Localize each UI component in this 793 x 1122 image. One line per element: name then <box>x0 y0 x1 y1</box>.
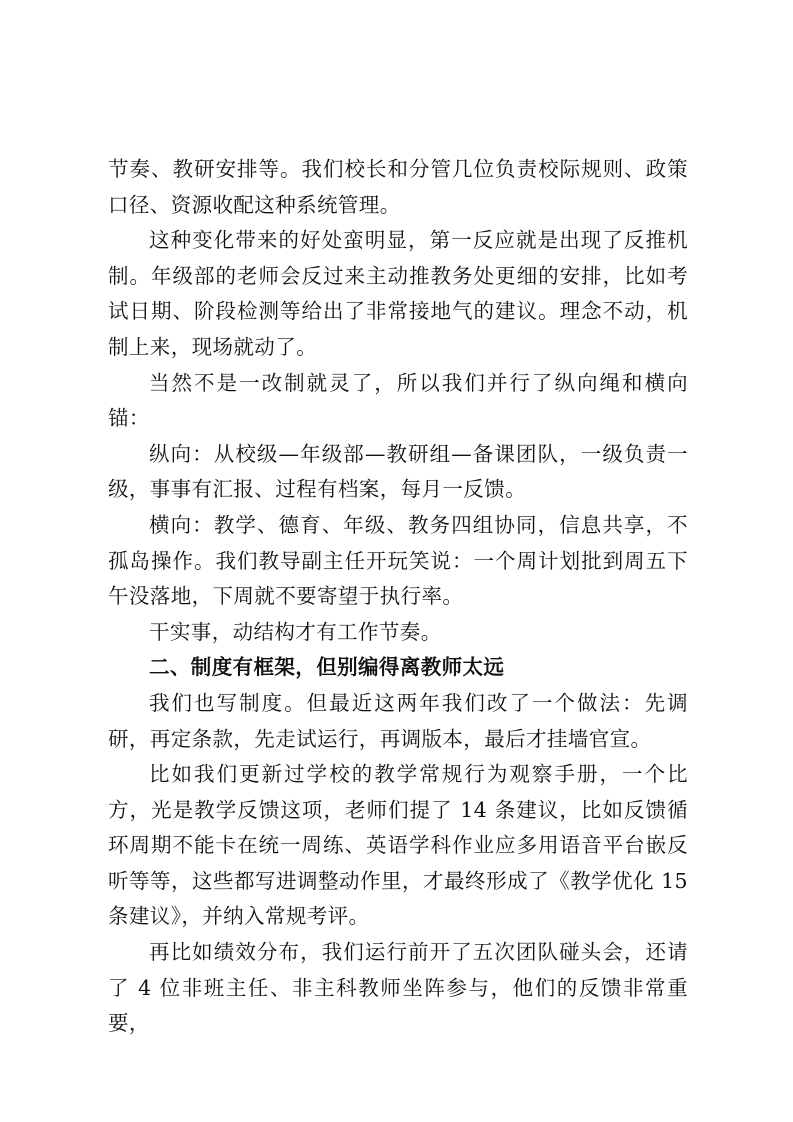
paragraph-8: 比如我们更新过学校的教学常规行为观察手册，一个比方，光是教学反馈这项，老师们提了 14 条建议，比如反馈循环周期不能卡在统一周练、英语学科作业应多用语音平台嵌反听等等，这些都写进调整动作里，才最终形成了《教学优化 15 条建议》，并纳入常规考评。 <box>108 762 688 929</box>
paragraph-9: 再比如绩效分布，我们运行前开了五次团队碰头会，还请了 4 位非班主任、非主科教师坐阵参与，他们的反馈非常重要， <box>108 940 688 1036</box>
document-page <box>108 152 688 1042</box>
paragraph-4: 纵向：从校级—年级部—教研组—备课团队，一级负责一级，事事有汇报、过程有档案，每月一反馈。 <box>108 441 688 502</box>
section-heading: 二、制度有框架，但别编得离教师太远 <box>149 655 505 680</box>
paragraph-7: 我们也写制度。但最近这两年我们改了一个做法：先调研，再定条款，先走试运行，再调版本，最后才挂墙官宣。 <box>108 690 688 751</box>
paragraph-2: 这种变化带来的好处蛮明显，第一反应就是出现了反推机制。年级部的老师会反过来主动推教务处更细的安排，比如考试日期、阶段检测等给出了非常接地气的建议。理念不动，机制上来，现场就动了。 <box>108 228 688 359</box>
paragraph-5: 横向：教学、德育、年级、教务四组协同，信息共享，不孤岛操作。我们教导副主任开玩笑说：一个周计划批到周五下午没落地，下周就不要寄望于执行率。 <box>108 512 688 609</box>
paragraph-3: 当然不是一改制就灵了，所以我们并行了纵向绳和横向锚： <box>108 370 688 431</box>
paragraph-6: 干实事，动结构才有工作节奏。 <box>149 619 442 644</box>
paragraph-1: 节奏、教研安排等。我们校长和分管几位负责校际规则、政策口径、资源收配这种系统管理。 <box>108 157 688 217</box>
